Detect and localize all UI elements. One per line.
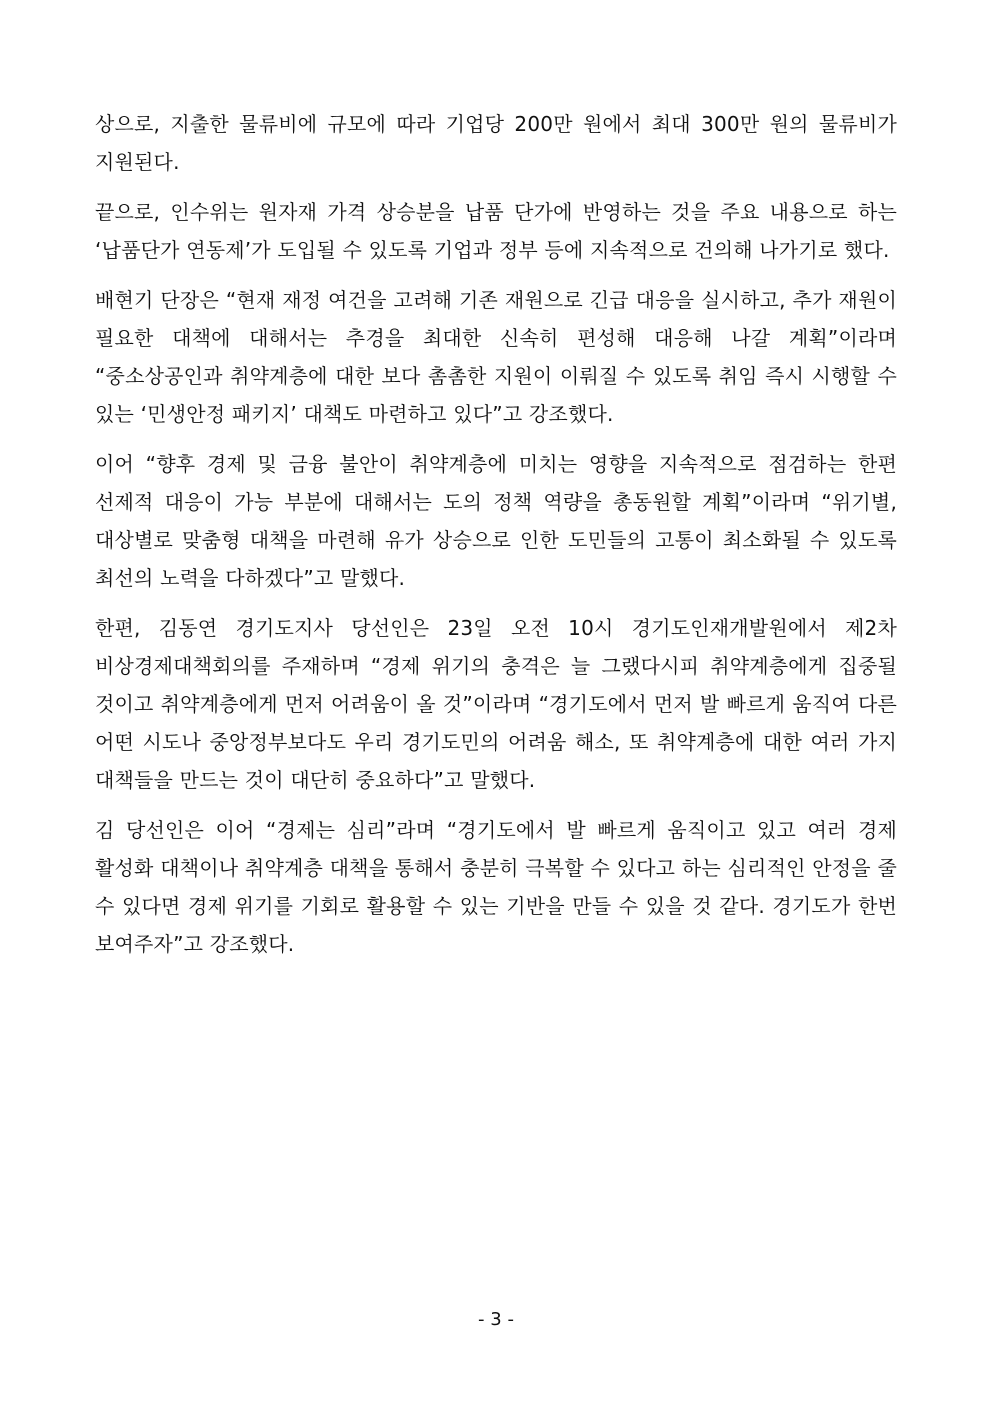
paragraph-3: 배현기 단장은 “현재 재정 여건을 고려해 기존 재원으로 긴급 대응을 실시하고, 추가 재원이 필요한 대책에 대해서는 추경을 최대한 신속히 편성해 대응해 나갈 계획”이라며 “중소상공인과 취약계층에 대한 보다 촘촘한 지원이 이뤄질 수 있도록 취임 즉시 시행할 수 있는 ‘민생안정 패키지’ 대책도 마련하고 있다”고 강조했다. — [95, 288, 897, 426]
paragraph-4: 이어 “향후 경제 및 금융 불안이 취약계층에 미치는 영향을 지속적으로 점검하는 한편 선제적 대응이 가능 부분에 대해서는 도의 정책 역량을 총동원할 계획”이라며 “위기별, 대상별로 맞춤형 대책을 마련해 유가 상승으로 인한 도민들의 고통이 최소화될 수 있도록 최선의 노력을 다하겠다”고 말했다. — [95, 452, 897, 590]
paragraph-2: 끝으로, 인수위는 원자재 가격 상승분을 납품 단가에 반영하는 것을 주요 내용으로 하는 ‘납품단가 연동제’가 도입될 수 있도록 기업과 정부 등에 지속적으로 건의해 나가기로 했다. — [95, 200, 897, 262]
paragraph-5: 한편, 김동연 경기도지사 당선인은 23일 오전 10시 경기도인재개발원에서 제2차 비상경제대책회의를 주재하며 “경제 위기의 충격은 늘 그랬다시피 취약계층에게 집중될 것이고 취약계층에게 먼저 어려움이 올 것”이라며 “경기도에서 먼저 발 빠르게 움직여 다른 어떤 시도나 중앙정부보다도 우리 경기도민의 어려움 해소, 또 취약계층에 대한 여러 가지 대책들을 만드는 것이 대단히 중요하다”고 말했다. — [95, 616, 897, 792]
document-body — [95, 105, 897, 963]
paragraph-6: 김 당선인은 이어 “경제는 심리”라며 “경기도에서 발 빠르게 움직이고 있고 여러 경제 활성화 대책이나 취약계층 대책을 통해서 충분히 극복할 수 있다고 하는 심리적인 안정을 줄 수 있다면 경제 위기를 기회로 활용할 수 있는 기반을 만들 수 있을 것 같다. 경기도가 한번 보여주자”고 강조했다. — [95, 818, 897, 956]
page-number: - 3 - — [478, 1309, 514, 1330]
paragraph-1: 상으로, 지출한 물류비에 규모에 따라 기업당 200만 원에서 최대 300만 원의 물류비가 지원된다. — [95, 112, 897, 174]
